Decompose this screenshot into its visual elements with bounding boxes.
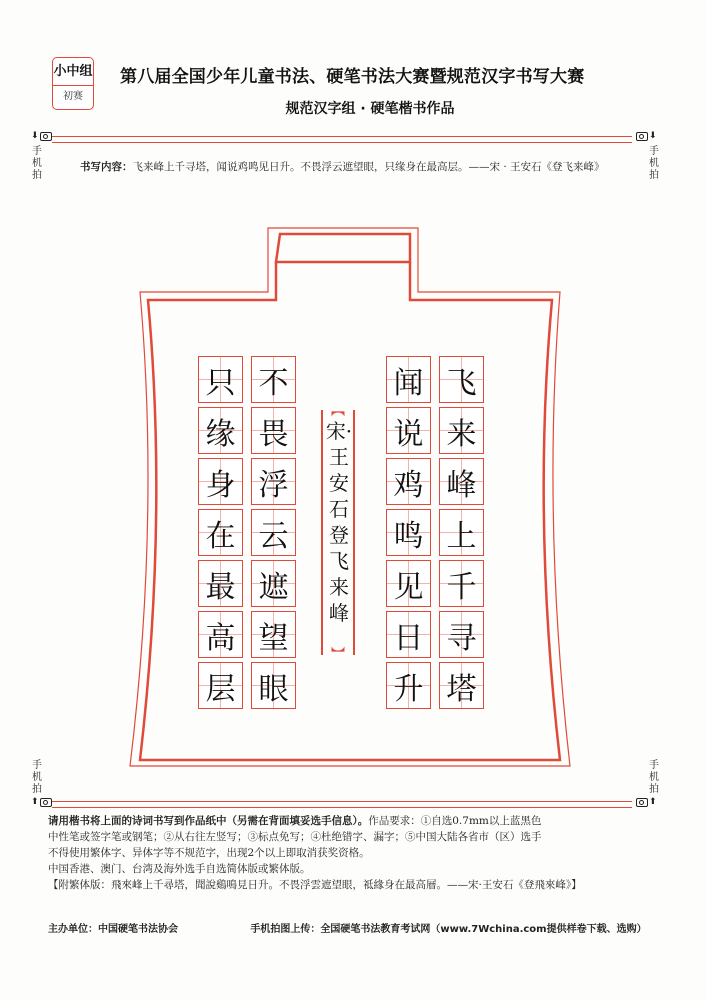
instructions-lead: 请用楷书将上面的诗词书写到作品纸中（另需在背面填妥选手信息）。 — [48, 815, 369, 827]
upload-site: 全国硬笔书法教育考试网（www.7Wchina.com提供样卷下载、选购） — [320, 924, 647, 935]
author-text: 宋·王安石登飞来峰 — [325, 419, 353, 625]
character-cell: 鸡 — [386, 458, 431, 505]
character-cell: 峰 — [439, 458, 484, 505]
footer-divider — [52, 801, 632, 808]
writing-content-text: 飞来峰上千寻塔，闻说鸡鸣见日升。不畏浮云遮望眼，只缘身在最高层。——宋 · 王安石《登飞来峰》 — [132, 161, 605, 173]
character-cell: 千 — [439, 560, 484, 607]
corner-marker-top-left: ⬇ — [31, 131, 52, 141]
camera-icon — [40, 798, 52, 807]
instructions-line1: 作品要求：①自选0.7mm以上蓝黑色 — [368, 815, 542, 827]
character-cell: 身 — [198, 458, 243, 505]
character-cell: 日 — [386, 611, 431, 658]
instructions — [48, 813, 648, 893]
instructions-line3: 不得使用繁体字、异体字等不规范字，出现2个以上即取消获奖资格。 — [48, 847, 370, 859]
poem-column-4 — [198, 356, 243, 709]
author-bracket-top: ︻ — [331, 403, 345, 419]
character-cell: 来 — [439, 407, 484, 454]
organizer-name: 中国硬笔书法协会 — [98, 924, 178, 935]
character-cell: 飞 — [439, 356, 484, 403]
character-cell: 不 — [251, 356, 296, 403]
character-cell: 眼 — [251, 662, 296, 709]
camera-icon — [636, 798, 648, 807]
character-cell: 在 — [198, 509, 243, 556]
character-cell: 上 — [439, 509, 484, 556]
traditional-version: 【附繁体版：飛來峰上千尋塔，聞說鷄鳴見日升。不畏浮雲遮望眼，祗緣身在最高層。——宋·王安石《登飛來峰》】 — [48, 879, 582, 891]
character-cell: 畏 — [251, 407, 296, 454]
poem-column-3 — [251, 356, 296, 709]
phone-photo-label-bottom-right: 手机拍 — [649, 760, 659, 795]
upload-label: 手机拍图上传： — [250, 924, 321, 935]
character-cell: 说 — [386, 407, 431, 454]
character-cell: 缘 — [198, 407, 243, 454]
author-attribution — [324, 418, 354, 626]
poem-column-2 — [386, 356, 431, 709]
character-cell: 见 — [386, 560, 431, 607]
phone-photo-label-top-left: 手机拍 — [32, 146, 42, 181]
footer — [48, 920, 648, 935]
character-cell: 塔 — [439, 662, 484, 709]
phone-photo-label-top-right: 手机拍 — [649, 146, 659, 181]
character-cell: 层 — [198, 662, 243, 709]
instructions-line4: 中国香港、澳门、台湾及海外选手自选简体版或繁体版。 — [48, 863, 311, 875]
character-cell: 升 — [386, 662, 431, 709]
phone-photo-label-bottom-left: 手机拍 — [32, 760, 42, 795]
character-cell: 遮 — [251, 560, 296, 607]
corner-marker-bottom-left: ⬆ — [31, 797, 52, 807]
author-bracket-bottom: ︼ — [331, 647, 345, 663]
character-cell: 寻 — [439, 611, 484, 658]
character-cell: 高 — [198, 611, 243, 658]
character-cell: 最 — [198, 560, 243, 607]
badge-round-label: 初赛 — [63, 91, 83, 102]
character-cell: 望 — [251, 611, 296, 658]
corner-marker-top-right: ⬇ — [636, 131, 657, 141]
page-subtitle: 规范汉字组 · 硬笔楷书作品 — [285, 101, 455, 117]
writing-content-label: 书写内容： — [80, 161, 133, 173]
corner-marker-bottom-right: ⬆ — [636, 797, 657, 807]
page-title: 第八届全国少年儿童书法、硬笔书法大赛暨规范汉字书写大赛 — [120, 67, 585, 87]
character-cell: 闻 — [386, 356, 431, 403]
character-cell: 只 — [198, 356, 243, 403]
badge-group-label: 小中组 — [53, 58, 93, 86]
character-cell: 浮 — [251, 458, 296, 505]
character-cell: 云 — [251, 509, 296, 556]
organizer-label: 主办单位： — [48, 924, 98, 935]
poem-column-1 — [439, 356, 484, 709]
instructions-line2: 中性笔或签字笔或钢笔；②从右往左竖写；③标点免写；④杜绝错字、漏字；⑤中国大陆各省市（区）选手 — [48, 831, 542, 843]
character-cell: 鸣 — [386, 509, 431, 556]
